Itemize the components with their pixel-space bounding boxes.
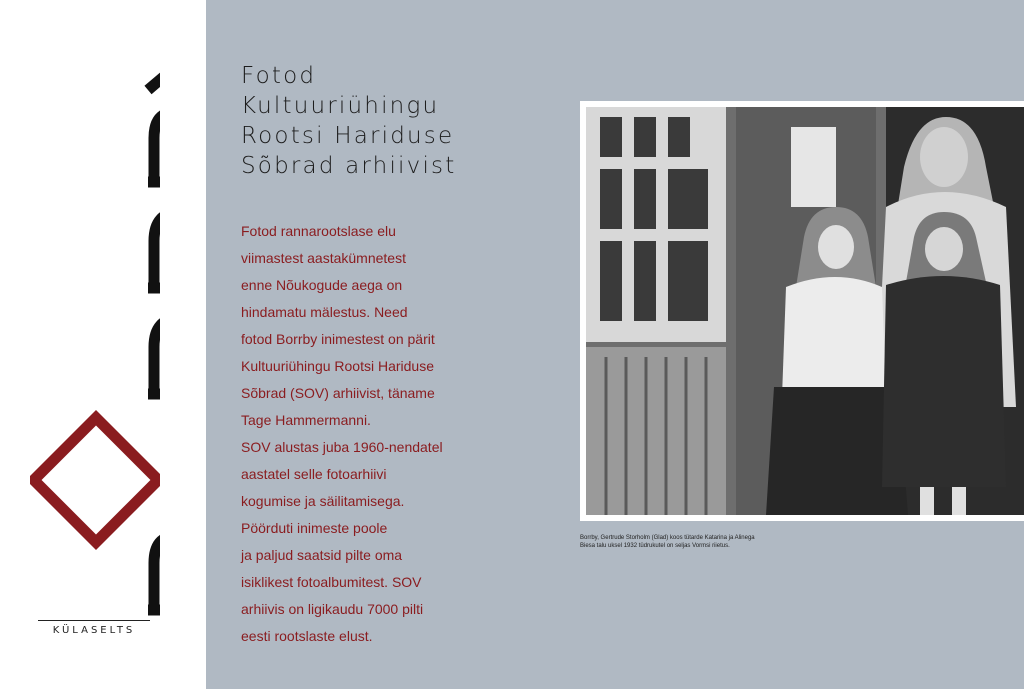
body-line: Kultuuriühingu Rootsi Hariduse <box>241 358 434 374</box>
page-title <box>241 61 561 181</box>
borrby-logo <box>30 38 160 618</box>
caption-line: Borrby, Gertrude Storholm (Glad) koos tütarde Katarina ja Alinega <box>580 535 755 541</box>
body-line: Fotod rannarootslase elu <box>241 223 396 239</box>
logo-letter-b1 <box>148 530 160 610</box>
body-line: ja paljud saatsid pilte oma <box>241 547 403 563</box>
body-line: enne Nõukogude aega on <box>241 277 403 293</box>
body-line: hindamatu mälestus. Need <box>241 304 408 320</box>
logo-letter-b2 <box>148 106 160 182</box>
title-line: Rootsi Hariduse <box>241 123 455 149</box>
historical-photo <box>586 107 1024 515</box>
body-line: arhiivis on ligikaudu 7000 pilti <box>241 601 424 617</box>
title-line: Sõbrad arhiivist <box>241 153 457 179</box>
body-line: viimastest aastakümnetest <box>241 250 406 266</box>
body-line: fotod Borrby inimestest on pärit <box>241 331 435 347</box>
logo-diamond-o <box>34 418 158 542</box>
caption-line: Biesa talu uksel 1932 tüdrukutel on seljas Vormsi riietus. <box>580 543 730 549</box>
body-line: aastatel selle fotoarhiivi <box>241 466 387 482</box>
title-line: Kultuuriühingu <box>241 93 440 119</box>
body-line: kogumise ja säilitamisega. <box>241 493 405 509</box>
logo-panel <box>0 0 206 689</box>
body-line: Sõbrad (SOV) arhiivist, täname <box>241 385 435 401</box>
logo-letter-r2 <box>148 204 160 288</box>
body-line: Tage Hammermanni. <box>241 412 371 428</box>
title-line: Fotod <box>241 63 317 89</box>
body-line: isiklikest fotoalbumitest. SOV <box>241 574 422 590</box>
logo-letter-r1 <box>148 310 160 394</box>
photo-frame <box>580 101 1024 521</box>
body-line: Pöörduti inimeste poole <box>241 520 388 536</box>
logo-subtitle: KÜLASELTS <box>36 620 152 636</box>
photo-notice <box>791 127 836 207</box>
body-paragraph <box>241 218 481 650</box>
logo-letter-y <box>148 38 160 90</box>
body-line: SOV alustas juba 1960-nendatel <box>241 439 443 455</box>
body-line: eesti rootslaste elust. <box>241 628 373 644</box>
photo-caption <box>580 534 840 550</box>
